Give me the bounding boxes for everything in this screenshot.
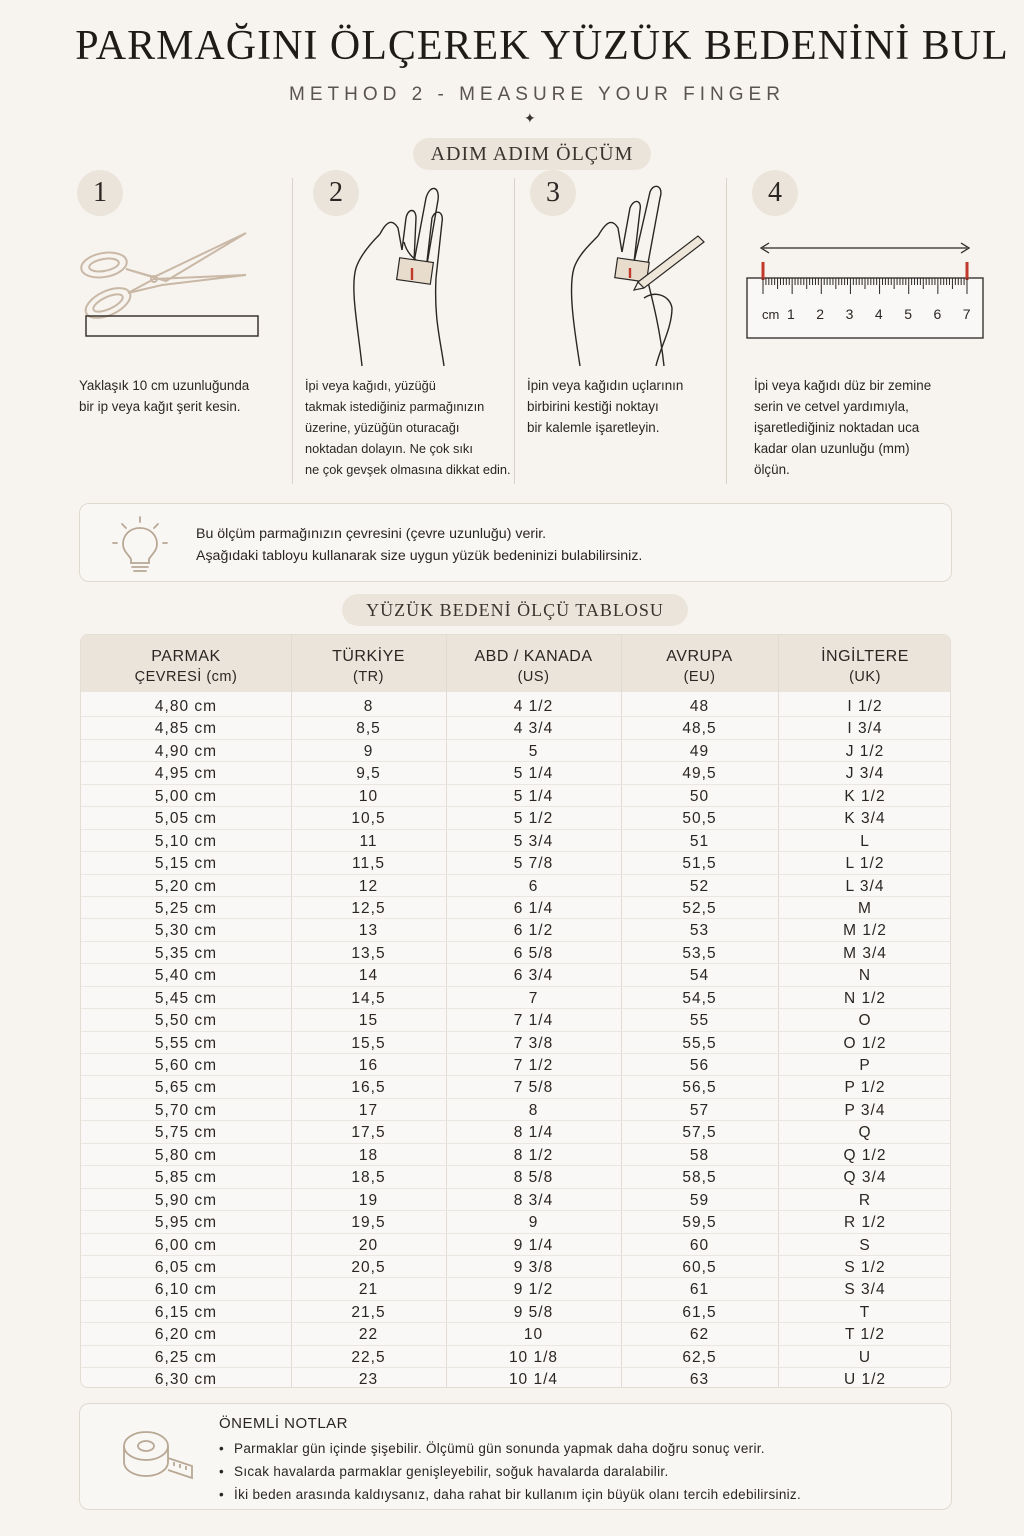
table-cell: 8 [528,1101,539,1119]
table-cell: 8 5/8 [513,1169,554,1187]
header-usa-canada: ABD / KANADA (US) [474,648,593,685]
table-cell: 6,30 cm [154,1371,218,1388]
table-cell: 62,5 [682,1348,717,1366]
table-row [81,987,951,1009]
table-cell: 9 1/2 [513,1281,554,1299]
table-cell: S [859,1236,871,1254]
table-cell: 5,15 cm [154,855,218,873]
table-cell: 5,30 cm [154,922,218,940]
table-cell: U 1/2 [843,1371,887,1388]
table-cell: 7 3/8 [513,1034,554,1052]
step-divider [726,178,727,484]
table-cell: 6 1/4 [513,899,554,917]
table-cell: R [858,1191,872,1209]
table-cell: T 1/2 [844,1326,886,1344]
notes-box [79,1403,952,1510]
table-cell: 48,5 [682,720,717,738]
step-2-number: 2 [313,170,359,216]
table-cell: 6 [528,877,539,895]
table-cell: 7 5/8 [513,1079,554,1097]
table-cell: 6 3/4 [513,967,554,985]
table-cell: 8 1/2 [513,1146,554,1164]
table-cell: 56,5 [682,1079,717,1097]
table-cell: 6,20 cm [154,1326,218,1344]
scissors-icon [76,225,266,340]
ruler-icon [745,238,987,342]
table-row [81,1076,951,1098]
table-cell: 19,5 [351,1214,386,1232]
table-cell: 55,5 [682,1034,717,1052]
table-cell: 52 [689,877,710,895]
step-2-text: İpi veya kağıdı, yüzüğü takmak istediğiniz parmağınızın üzerine, yüzüğün oturacağı noktadan dolayın. Ne çok sıkı ne çok gevşek olmasına dikkat edin. [305,378,511,477]
page-subtitle: METHOD 2 - MEASURE YOUR FINGER [289,84,785,105]
table-cell: 21 [358,1281,379,1299]
table-cell: 18,5 [351,1169,386,1187]
table-cell: 5,95 cm [154,1214,218,1232]
ring-size-table [80,634,951,1388]
table-cell: T [859,1303,871,1321]
table-row [81,807,951,829]
table-cell: 5 7/8 [513,855,554,873]
table-cell: 60 [689,1236,710,1254]
table-cell: U [858,1348,872,1366]
table-cell: 5,55 cm [154,1034,218,1052]
sparkle-divider-icon: ✦ [524,110,536,126]
table-cell: N 1/2 [843,989,887,1007]
table-cell: M 1/2 [843,922,887,940]
step-1-text: Yaklaşık 10 cm uzunluğunda bir ip veya kağıt şerit kesin. [79,378,250,414]
table-cell: J 3/4 [845,765,885,783]
table-cell: 5,90 cm [154,1191,218,1209]
note-item: • Parmaklar gün içinde şişebilir. Ölçümü gün sonunda yapmak daha doğru sonuç verir. [219,1437,801,1460]
table-row [81,919,951,941]
table-row [81,964,951,986]
table-cell: 5,00 cm [154,787,218,805]
table-row [81,1346,951,1368]
table-cell: 8 1/4 [513,1124,554,1142]
table-row [81,1144,951,1166]
table-cell: Q [858,1124,872,1142]
table-cell: P [859,1057,871,1074]
table-row [81,695,951,717]
table-cell: 53,5 [682,944,717,962]
table-cell: 4,80 cm [154,698,218,715]
table-cell: S 3/4 [844,1281,886,1299]
table-cell: 9 [528,1214,539,1232]
table-header [81,635,951,692]
table-cell: I 1/2 [847,698,883,715]
step-divider [514,178,515,484]
table-cell: 5,85 cm [154,1169,218,1187]
table-cell: 5 1/4 [513,787,554,805]
table-row [81,1278,951,1300]
table-cell: 16,5 [351,1079,386,1097]
ruler-unit: cm [762,307,780,322]
steps-heading: ADIM ADIM ÖLÇÜM [413,138,651,170]
table-cell: 19 [358,1191,379,1209]
ruler-tick-label: 1 [787,306,795,322]
table-cell: 7 [528,989,539,1007]
table-cell: 7 1/2 [513,1057,554,1074]
step-4-text: İpi veya kağıdı düz bir zemine serin ve cetvel yardımıyla, işaretlediğiniz noktadan uca kadar olan uzunluğu (mm) ölçün. [754,378,932,477]
info-box [79,503,952,582]
table-cell: 53 [689,922,710,940]
step-3-number: 3 [530,170,576,216]
table-cell: P 3/4 [844,1101,886,1119]
table-cell: 56 [689,1057,710,1074]
notes-title: ÖNEMLİ NOTLAR [219,1415,349,1432]
table-cell: 5,40 cm [154,967,218,985]
table-row [81,717,951,739]
table-row [81,1054,951,1076]
table-cell: 9 [363,742,374,760]
table-cell: 4,95 cm [154,765,218,783]
table-cell: 60,5 [682,1258,717,1276]
table-cell: 8 3/4 [513,1191,554,1209]
ruler-tick-label: 6 [933,306,942,322]
table-cell: 20 [358,1236,379,1254]
hand-pen-icon [560,178,710,368]
ruler-tick-label: 3 [845,306,854,322]
table-cell: Q 3/4 [843,1169,887,1187]
table-cell: 4 1/2 [513,698,554,715]
table-cell: L 3/4 [845,877,885,895]
table-cell: 51,5 [682,855,717,873]
table-cell: 10 1/4 [508,1371,559,1388]
table-row [81,830,951,852]
table-row [81,1009,951,1031]
table-cell: 6,25 cm [154,1348,218,1366]
table-cell: P 1/2 [844,1079,886,1097]
table-cell: 9,5 [356,765,381,783]
table-cell: 5,35 cm [154,944,218,962]
table-cell: 59 [689,1191,710,1209]
table-row [81,942,951,964]
table-cell: 5,20 cm [154,877,218,895]
table-row [81,852,951,874]
measuring-tape-icon [120,1426,196,1482]
table-cell: 61 [689,1281,710,1299]
table-cell: 11 [359,832,378,850]
table-row [81,785,951,807]
table-cell: 62 [689,1326,710,1344]
info-line-2: Aşağıdaki tabloyu kullanarak size uygun yüzük bedeninizi bulabilirsiniz. [196,548,643,564]
table-cell: 22,5 [351,1348,386,1366]
table-cell: 49,5 [682,765,717,783]
table-cell: 12,5 [351,899,386,917]
hand-wrap-icon [340,178,470,368]
note-item: • İki beden arasında kaldıysanız, daha rahat bir kullanım için büyük olanı tercih edebilirsiniz. [219,1483,801,1506]
step-3-text: İpin veya kağıdın uçlarının birbirini kestiği noktayı bir kalemle işaretleyin. [527,378,684,435]
table-cell: 48 [689,698,710,715]
table-row [81,1323,951,1345]
table-row [81,1368,951,1388]
table-cell: 49 [689,742,710,760]
table-cell: 6,10 cm [154,1281,218,1299]
table-cell: 9 5/8 [513,1303,554,1321]
table-cell: 6,15 cm [154,1303,218,1321]
table-cell: 52,5 [682,899,717,917]
table-cell: 10,5 [351,810,386,828]
table-cell: 5,50 cm [154,1012,218,1030]
header-finger-circumference: PARMAK ÇEVRESİ (cm) [134,648,238,685]
table-row [81,1099,951,1121]
table-cell: 12 [358,877,379,895]
table-cell: 7 1/4 [513,1012,554,1030]
table-row [81,897,951,919]
table-cell: 6,05 cm [154,1258,218,1276]
table-cell: 5,65 cm [154,1079,218,1097]
table-cell: 14 [358,967,379,985]
table-cell: 17,5 [351,1124,386,1142]
table-cell: 11,5 [351,855,386,873]
table-cell: L [860,832,870,850]
table-cell: 5 3/4 [513,832,554,850]
table-cell: 5,75 cm [154,1124,218,1142]
table-cell: 16 [358,1057,379,1074]
table-cell: 8,5 [356,720,381,738]
table-cell: 20,5 [351,1258,386,1276]
table-cell: 50 [689,787,710,805]
table-cell: 58 [689,1146,710,1164]
table-cell: 15 [358,1012,379,1030]
table-cell: 5,05 cm [154,810,218,828]
table-cell: 9 1/4 [513,1236,554,1254]
step-divider [292,178,293,484]
table-cell: K 3/4 [844,810,886,828]
table-cell: 14,5 [351,989,386,1007]
table-cell: M [858,899,872,917]
table-cell: 21,5 [351,1303,386,1321]
table-row [81,1301,951,1323]
table-cell: R 1/2 [843,1214,887,1232]
step-4-number: 4 [752,170,798,216]
table-cell: 6 1/2 [513,922,554,940]
table-cell: 54 [689,967,710,985]
table-title: YÜZÜK BEDENİ ÖLÇÜ TABLOSU [342,594,688,626]
table-cell: 50,5 [682,810,717,828]
table-cell: 6,00 cm [154,1236,218,1254]
table-cell: I 3/4 [847,720,883,738]
table-cell: 55 [689,1012,710,1030]
ruler-tick-label: 5 [904,306,912,322]
table-row [81,1032,951,1054]
table-row [81,1234,951,1256]
table-row [81,1256,951,1278]
table-cell: 5 1/2 [513,810,554,828]
table-cell: 5,60 cm [154,1057,218,1074]
table-cell: 15,5 [351,1034,386,1052]
table-cell: 58,5 [682,1169,717,1187]
table-cell: 10 [523,1326,544,1344]
table-cell: Q 1/2 [843,1146,887,1164]
table-row [81,1189,951,1211]
table-cell: 59,5 [682,1214,717,1232]
table-row [81,875,951,897]
table-cell: N [858,967,872,985]
table-cell: 9 3/8 [513,1258,554,1276]
table-row [81,1211,951,1233]
table-cell: J 1/2 [845,742,885,760]
table-cell: 5,70 cm [154,1101,218,1119]
note-item: • Sıcak havalarda parmaklar genişleyebilir, soğuk havalarda daralabilir. [219,1460,801,1483]
table-cell: 6 5/8 [513,944,554,962]
table-row [81,762,951,784]
header-europe: AVRUPA (EU) [666,648,733,685]
table-cell: L 1/2 [845,855,885,873]
table-cell: S 1/2 [844,1258,886,1276]
table-cell: 57 [689,1101,710,1119]
table-cell: 51 [689,832,710,850]
table-row [81,1166,951,1188]
table-cell: 5,25 cm [154,899,218,917]
table-cell: 61,5 [682,1303,717,1321]
table-cell: 18 [358,1146,379,1164]
table-cell: K 1/2 [844,787,886,805]
header-uk: İNGİLTERE (UK) [821,648,909,685]
table-cell: M 3/4 [843,944,887,962]
table-cell: 10 [358,787,379,805]
ruler-tick-label: 7 [962,306,971,322]
table-cell: 5,45 cm [154,989,218,1007]
table-cell: 22 [358,1326,379,1344]
notes-list [219,1437,801,1506]
lightbulb-icon [112,516,168,574]
table-row [81,1121,951,1143]
info-line-1: Bu ölçüm parmağınızın çevresini (çevre uzunluğu) verir. [196,526,547,542]
table-cell: 8 [363,698,374,715]
ruler-tick-label: 2 [816,306,825,322]
table-cell: 10 1/8 [508,1348,559,1366]
table-cell: O 1/2 [843,1034,887,1052]
table-cell: 4 3/4 [513,720,554,738]
page-title: PARMAĞINI ÖLÇEREK YÜZÜK BEDENİNİ BUL [75,23,1009,69]
table-cell: 4,90 cm [154,742,218,760]
table-cell: 13 [358,922,379,940]
table-cell: 13,5 [351,944,386,962]
table-body [81,695,951,1388]
table-cell: 5 1/4 [513,765,554,783]
table-cell: 17 [358,1101,379,1119]
table-cell: 4,85 cm [154,720,218,738]
table-row [81,740,951,762]
table-cell: 5 [528,742,539,760]
header-turkey: TÜRKİYE (TR) [332,648,405,685]
table-cell: O [858,1012,872,1030]
step-1-number: 1 [77,170,123,216]
table-cell: 23 [358,1371,379,1388]
table-cell: 57,5 [682,1124,717,1142]
ruler-tick-label: 4 [874,306,883,322]
table-cell: 54,5 [682,989,717,1007]
table-cell: 5,10 cm [154,832,218,850]
table-cell: 63 [689,1371,710,1388]
table-cell: 5,80 cm [154,1146,218,1164]
